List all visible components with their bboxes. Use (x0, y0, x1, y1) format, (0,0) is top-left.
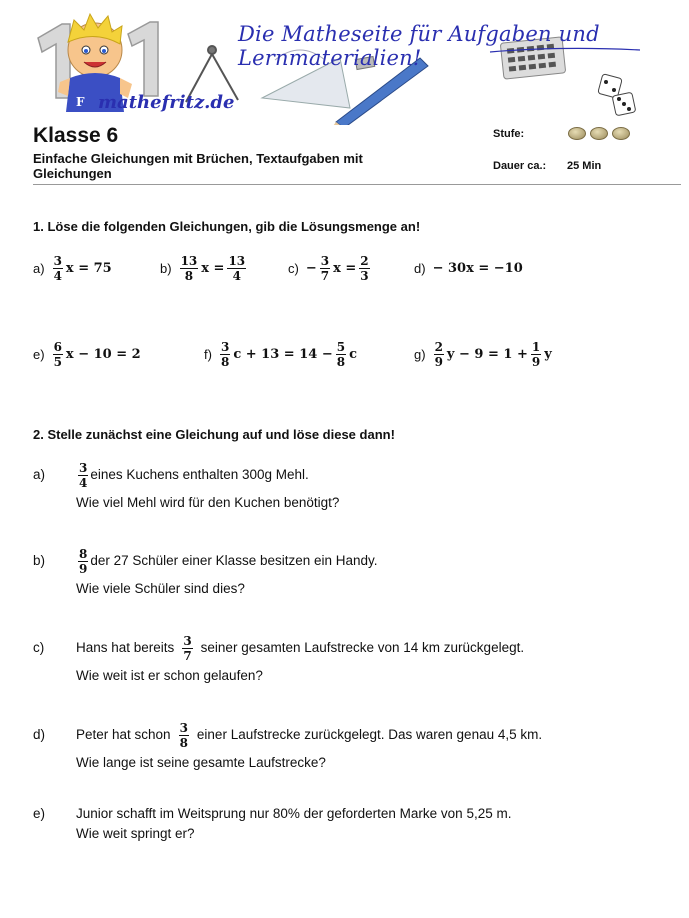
brand-name: mathefritz.de (98, 92, 235, 113)
equation-text: − (305, 260, 317, 276)
fraction-denominator: 3 (360, 268, 369, 283)
equation-expression (218, 340, 358, 369)
fraction-denominator: 5 (53, 354, 62, 369)
problem-line1 (76, 631, 524, 665)
problem-text-post: seiner gesamten Laufstrecke von 14 km zurückgelegt. (200, 640, 525, 655)
fraction (78, 461, 88, 490)
fraction-numerator: 6 (53, 339, 62, 354)
equation-text: x − 10 = 2 (65, 346, 141, 362)
problem-text-post: eines Kuchens enthalten 300g Mehl. (90, 467, 309, 482)
fraction-denominator: 8 (179, 735, 188, 750)
fraction-numerator: 3 (220, 339, 230, 354)
fraction (434, 340, 444, 369)
fraction (180, 254, 199, 283)
equation-expression (432, 340, 553, 369)
equation-text: y − 9 = 1 + (446, 346, 528, 362)
fraction-numerator: 2 (434, 339, 443, 354)
fraction (179, 721, 189, 750)
fraction-denominator: 8 (220, 354, 230, 369)
equation-label: f) (204, 346, 212, 362)
equation-item (414, 338, 553, 370)
fraction-denominator: 8 (184, 268, 194, 283)
equation-text: y (544, 346, 552, 362)
header-banner (0, 0, 689, 125)
equation-label: e) (33, 346, 45, 362)
fraction (359, 254, 369, 283)
equation-label: g) (414, 346, 426, 362)
equation-expression (51, 340, 142, 369)
fraction-numerator: 8 (79, 546, 88, 561)
equation-item (204, 338, 358, 370)
equation-item (33, 252, 113, 284)
problem-line1 (76, 718, 542, 752)
logo-letter: F (76, 95, 85, 109)
equation-expression (51, 254, 113, 283)
fraction (320, 254, 330, 283)
equation-text: x = (201, 260, 225, 276)
dauer-value: 25 Min (567, 160, 602, 172)
fraction-denominator: 9 (79, 561, 88, 576)
fraction-numerator: 3 (183, 633, 192, 648)
equation-item (414, 252, 524, 284)
fraction-denominator: 9 (434, 354, 443, 369)
problem-text-pre: Junior schafft im Weitsprung nur 80% der geforderten Marke von 5,25 m. (76, 806, 512, 821)
problem-label: e) (33, 806, 46, 821)
equation-label: d) (414, 260, 426, 276)
equation-label: a) (33, 260, 45, 276)
fraction (227, 254, 246, 283)
equation-label: b) (160, 260, 172, 276)
fraction-denominator: 4 (79, 475, 88, 490)
fraction-denominator: 9 (531, 354, 541, 369)
equation-expression (432, 261, 524, 276)
fraction-numerator: 3 (79, 460, 88, 475)
problem-question: Wie lange ist seine gesamte Laufstrecke? (76, 755, 326, 770)
dice-icon (598, 74, 636, 116)
stufe-label: Stufe: (493, 128, 525, 140)
equation-expression (305, 254, 372, 283)
page-subtitle: Einfache Gleichungen mit Brüchen, Textaufgaben mit Gleichungen (33, 151, 363, 181)
digit-one-right-icon (128, 22, 158, 96)
fraction (78, 547, 88, 576)
fraction-numerator: 2 (360, 253, 369, 268)
problem-label: c) (33, 640, 45, 655)
difficulty-pill-icon (590, 127, 608, 140)
fraction (336, 340, 346, 369)
fraction (53, 340, 63, 369)
fraction-denominator: 8 (336, 354, 346, 369)
fraction (531, 340, 541, 369)
fraction-denominator: 7 (320, 268, 330, 283)
equation-item (33, 338, 142, 370)
tagline: Die Matheseite für Aufgaben und Lernmaterialien! (238, 22, 600, 70)
difficulty-pill-icon (568, 127, 586, 140)
fraction-numerator: 3 (320, 253, 330, 268)
task2-title: 2. Stelle zunächst eine Gleichung auf und löse diese dann! (33, 427, 395, 442)
fraction-denominator: 4 (53, 268, 62, 283)
problem-label: d) (33, 727, 46, 742)
dauer-label: Dauer ca.: (493, 160, 547, 172)
equation-text: x = 75 (65, 260, 112, 276)
equation-item (288, 252, 372, 284)
problem-question: Wie weit ist er schon gelaufen? (76, 668, 263, 683)
problem-text-post: einer Laufstrecke zurückgelegt. Das waren genau 4,5 km. (196, 727, 543, 742)
equation-text: c (349, 346, 357, 362)
fraction-numerator: 3 (53, 253, 62, 268)
equation-text: − 30x = −10 (432, 260, 523, 276)
fraction-denominator: 7 (183, 648, 192, 663)
page-title: Klasse 6 (33, 124, 119, 147)
fraction (220, 340, 230, 369)
fraction (182, 634, 192, 663)
fraction-numerator: 13 (180, 253, 198, 268)
fraction-numerator: 13 (228, 253, 246, 268)
equation-expression (178, 254, 249, 283)
problem-label: b) (33, 553, 46, 568)
task1-title: 1. Löse die folgenden Gleichungen, gib die Lösungsmenge an! (33, 219, 421, 234)
problem-text-pre: Peter hat schon (76, 727, 171, 742)
fraction (53, 254, 63, 283)
fraction-numerator: 1 (531, 339, 541, 354)
equation-text: x = (333, 260, 357, 276)
equation-label: c) (288, 260, 299, 276)
problem-question: Wie viel Mehl wird für den Kuchen benötigt? (76, 495, 340, 510)
problem-question: Wie weit springt er? (76, 826, 195, 841)
difficulty-pill-icon (612, 127, 630, 140)
problem-text-pre: Hans hat bereits (76, 640, 175, 655)
problem-text-post: der 27 Schüler einer Klasse besitzen ein Handy. (90, 553, 378, 568)
problem-label: a) (33, 467, 46, 482)
difficulty-rating (568, 127, 638, 141)
equation-text: c + 13 = 14 − (233, 346, 333, 362)
fraction-numerator: 5 (336, 339, 346, 354)
fraction-numerator: 3 (179, 720, 188, 735)
equation-item (160, 252, 248, 284)
problem-line1 (76, 458, 309, 492)
fraction-denominator: 4 (232, 268, 241, 283)
problem-line1 (76, 544, 378, 578)
problem-question: Wie viele Schüler sind dies? (76, 581, 245, 596)
header-divider (33, 184, 681, 185)
